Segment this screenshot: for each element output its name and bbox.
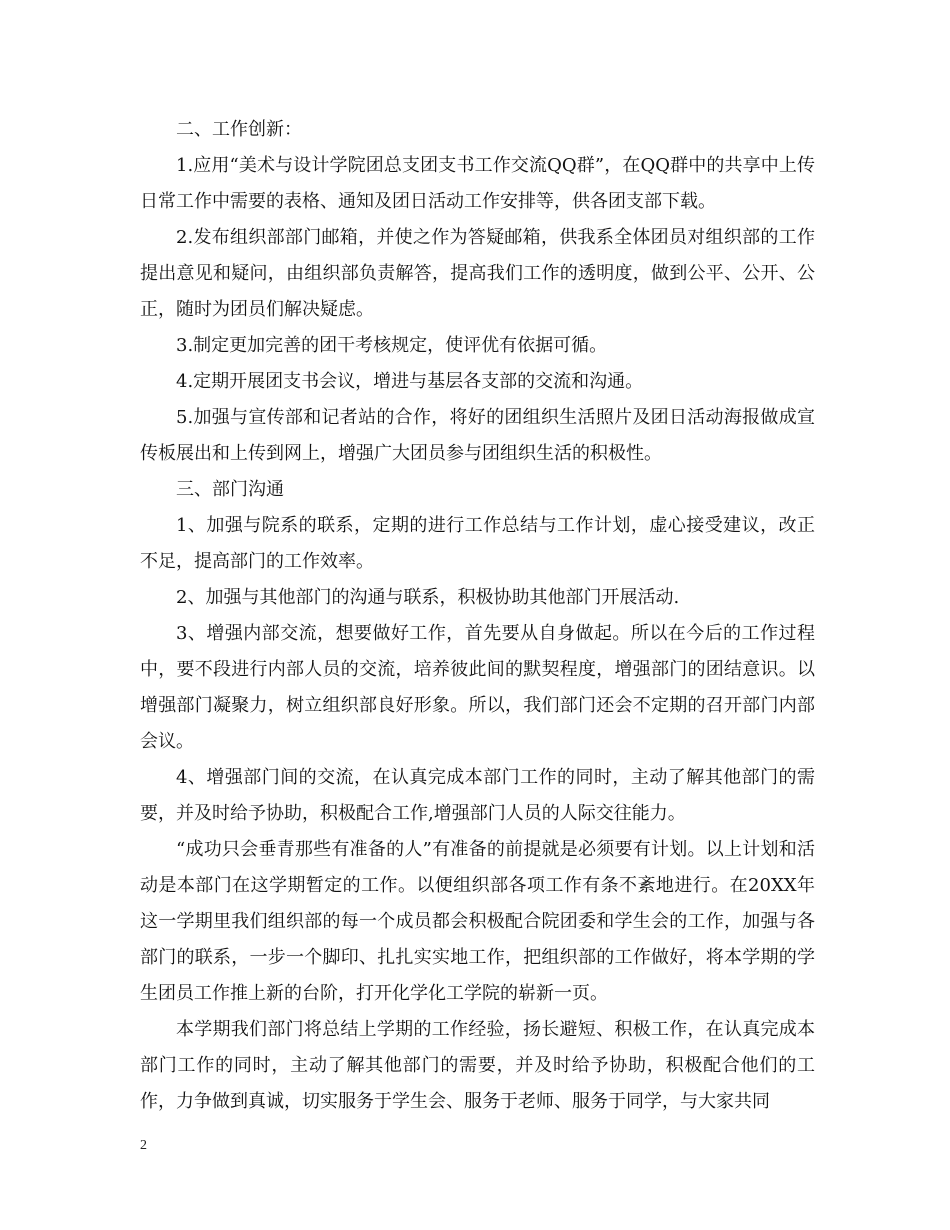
- section-heading-communication: 三、部门沟通: [176, 479, 284, 500]
- paragraph-communication-3: 3、增强内部交流，想要做好工作，首先要从自身做起。所以在今后的工作过程中，要不段进行内部人员的交流，培养彼此间的默契程度，增强部门的团结意识。以增强部门凝聚力，树立组织部良好形象。所以，我们部门还会不定期的召开部门内部会议。: [140, 623, 815, 752]
- document-body: [140, 112, 815, 1120]
- page-number: 2: [140, 1138, 147, 1153]
- section-heading-innovation: 二、工作创新：: [176, 119, 302, 140]
- paragraph-innovation-1: 1.应用“美术与设计学院团总支团支书工作交流QQ群”，在QQ群中的共享中上传日常工作中需要的表格、通知及团日活动工作安排等，供各团支部下载。: [140, 155, 815, 212]
- paragraph-innovation-2: 2.发布组织部部门邮箱，并使之作为答疑邮箱，供我系全体团员对组织部的工作提出意见和疑问，由组织部负责解答，提高我们工作的透明度，做到公平、公开、公正，随时为团员们解决疑虑。: [140, 227, 815, 320]
- paragraph-communication-1: 1、加强与院系的联系，定期的进行工作总结与工作计划，虚心接受建议，改正不足，提高部门的工作效率。: [140, 515, 815, 572]
- paragraph-innovation-5: 5.加强与宣传部和记者站的合作，将好的团组织生活照片及团日活动海报做成宣传板展出和上传到网上，增强广大团员参与团组织生活的积极性。: [140, 407, 815, 464]
- paragraph-conclusion: “成功只会垂青那些有准备的人”有准备的前提就是必须要有计划。以上计划和活动是本部门在这学期暂定的工作。以便组织部各项工作有条不紊地进行。在20XX年这一学期里我们组织部的每一个成员都会积极配合院团委和学生会的工作，加强与各部门的联系，一步一个脚印、扎扎实实地工作，把组织部的工作做好，将本学期的学生团员工作推上新的台阶，打开化学化工学院的崭新一页。: [140, 839, 815, 1004]
- paragraph-communication-2: 2、加强与其他部门的沟通与联系，积极协助其他部门开展活动.: [176, 587, 680, 608]
- paragraph-semester-plan: 本学期我们部门将总结上学期的工作经验，扬长避短、积极工作，在认真完成本部门工作的同时，主动了解其他部门的需要，并及时给予协助，积极配合他们的工作，力争做到真诚，切实服务于学生会、服务于老师、服务于同学，与大家共同: [140, 1019, 815, 1112]
- paragraph-communication-4: 4、增强部门间的交流，在认真完成本部门工作的同时，主动了解其他部门的需要，并及时给予协助，积极配合工作,增强部门人员的人际交往能力。: [140, 767, 815, 824]
- paragraph-innovation-3: 3.制定更加完善的团干考核规定，使评优有依据可循。: [176, 335, 608, 356]
- paragraph-innovation-4: 4.定期开展团支书会议，增进与基层各支部的交流和沟通。: [176, 371, 644, 392]
